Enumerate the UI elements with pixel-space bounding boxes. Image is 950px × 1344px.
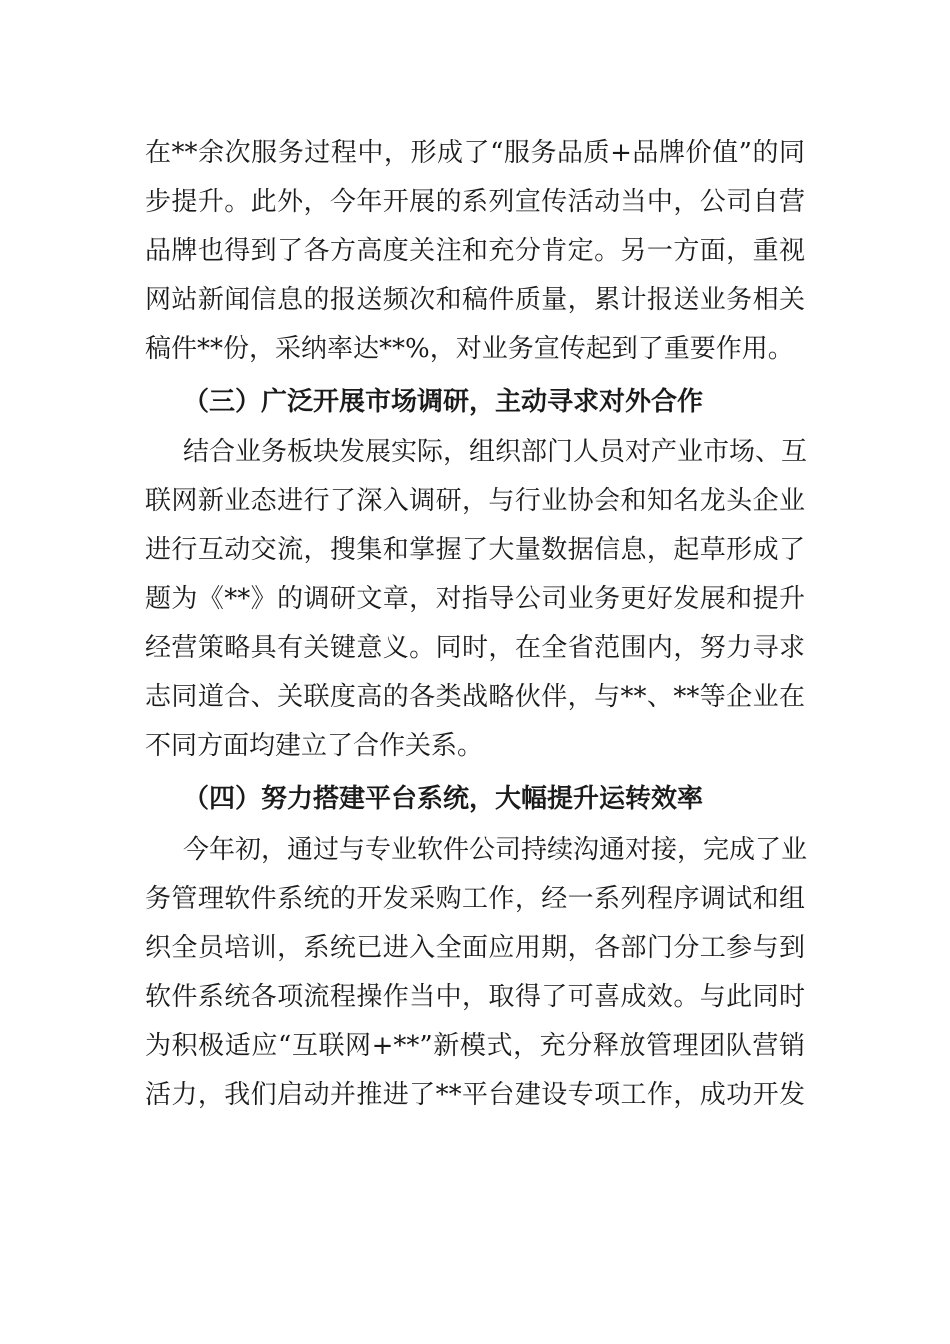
paragraph-1-line-2: 步提升。此外，今年开展的系列宣传活动当中，公司自营 — [145, 187, 805, 217]
paragraph-1-line-5: 稿件**份，采纳率达**%，对业务宣传起到了重要作用。 — [145, 334, 794, 364]
section-heading-3: （三）广泛开展市场调研，主动寻求对外合作 — [183, 387, 704, 417]
paragraph-3-line-5: 为积极适应“互联网+**”新模式，充分释放管理团队营销 — [145, 1031, 805, 1061]
paragraph-1-line-1: 在**余次服务过程中，形成了“服务品质+品牌价值”的同 — [145, 138, 805, 168]
paragraph-2-line-4: 题为《**》的调研文章，对指导公司业务更好发展和提升 — [145, 584, 805, 614]
paragraph-3-line-2: 务管理软件系统的开发采购工作，经一系列程序调试和组 — [145, 884, 805, 914]
paragraph-2-line-3: 进行互动交流，搜集和掌握了大量数据信息，起草形成了 — [145, 535, 805, 565]
paragraph-2-line-6: 志同道合、关联度高的各类战略伙伴，与**、**等企业在 — [145, 682, 805, 712]
paragraph-2-line-1: 结合业务板块发展实际，组织部门人员对产业市场、互 — [183, 437, 808, 467]
paragraph-2-line-5: 经营策略具有关键意义。同时，在全省范围内，努力寻求 — [145, 633, 805, 663]
paragraph-1-line-4: 网站新闻信息的报送频次和稿件质量，累计报送业务相关 — [145, 285, 805, 315]
section-heading-4: （四）努力搭建平台系统，大幅提升运转效率 — [183, 784, 704, 814]
paragraph-1-line-3: 品牌也得到了各方高度关注和充分肯定。另一方面，重视 — [145, 236, 805, 266]
paragraph-2-line-7: 不同方面均建立了合作关系。 — [145, 731, 484, 761]
paragraph-3-line-3: 织全员培训，系统已进入全面应用期，各部门分工参与到 — [145, 933, 805, 963]
paragraph-3-line-1: 今年初，通过与专业软件公司持续沟通对接，完成了业 — [183, 835, 808, 865]
paragraph-2-line-2: 联网新业态进行了深入调研，与行业协会和知名龙头企业 — [145, 486, 805, 516]
paragraph-3-line-6: 活力，我们启动并推进了**平台建设专项工作，成功开发 — [145, 1080, 805, 1110]
paragraph-3-line-4: 软件系统各项流程操作当中，取得了可喜成效。与此同时 — [145, 982, 805, 1012]
